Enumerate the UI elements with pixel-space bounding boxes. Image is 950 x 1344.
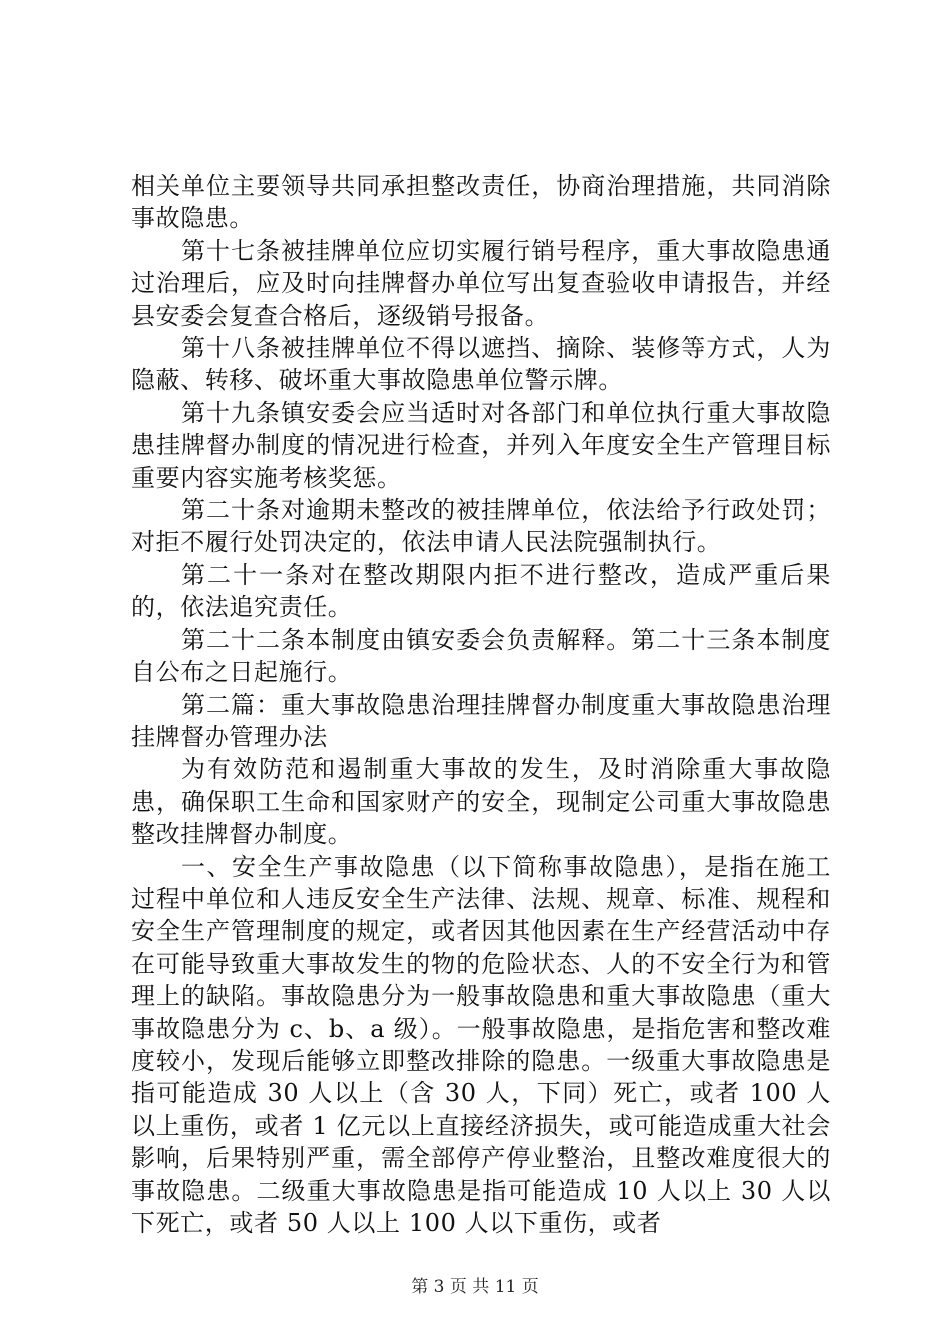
paragraph-article-19: 第十九条镇安委会应当适时对各部门和单位执行重大事故隐患挂牌督办制度的情况进行检查，并列入年度安全生产管理目标重要内容实施考核奖惩。: [131, 398, 831, 492]
paragraph-article-20: 第二十条对逾期未整改的被挂牌单位，依法给予行政处罚；对拒不履行处罚决定的，依法申请人民法院强制执行。: [131, 496, 831, 557]
page-number-footer: 第 3 页 共 11 页: [411, 1277, 539, 1297]
paragraph-continuation: 相关单位主要领导共同承担整改责任，协商治理措施，共同消除事故隐患。: [131, 172, 831, 233]
paragraph-article-18: 第十八条被挂牌单位不得以遮挡、摘除、装修等方式，人为隐蔽、转移、破坏重大事故隐患单位警示牌。: [131, 334, 831, 395]
paragraph-item-one: 一、安全生产事故隐患（以下简称事故隐患），是指在施工过程中单位和人违反安全生产法律、法规、规章、标准、规程和安全生产管理制度的规定，或者因其他因素在生产经营活动中存在可能导致重大事故发生的物的危险状态、人的不安全行为和管理上的缺陷。事故隐患分为一般事故隐患和重大事故隐患（重大事故隐患分为 c、b、a 级）。一般事故隐患，是指危害和整改难度较小，发现后能够立即整改排除的隐患。一级重大事故隐患是指可能造成 30 人以上（含 30 人，下同）死亡，或者 100 人以上重伤，或者 1 亿元以上直接经济损失，或可能造成重大社会影响，后果特别严重，需全部停产停业整治，且整改难度很大的事故隐患。二级重大事故隐患是指可能造成 10 人以上 30 人以下死亡，或者 50 人以上 100 人以下重伤，或者: [131, 852, 831, 1237]
paragraph-article-21: 第二十一条对在整改期限内拒不进行整改，造成严重后果的，依法追究责任。: [131, 560, 831, 622]
section-heading-part-two: 第二篇：重大事故隐患治理挂牌督办制度重大事故隐患治理挂牌督办管理办法: [131, 690, 831, 751]
paragraph-article-22-23: 第二十二条本制度由镇安委会负责解释。第二十三条本制度自公布之日起施行。: [131, 625, 831, 687]
paragraph-article-17: 第十七条被挂牌单位应切实履行销号程序，重大事故隐患通过治理后，应及时向挂牌督办单位写出复查验收申请报告，并经县安委会复查合格后，逐级销号报备。: [131, 236, 831, 330]
document-body: [131, 170, 831, 1239]
paragraph-purpose: 为有效防范和遏制重大事故的发生，及时消除重大事故隐患，确保职工生命和国家财产的安全，现制定公司重大事故隐患整改挂牌督办制度。: [131, 755, 831, 849]
